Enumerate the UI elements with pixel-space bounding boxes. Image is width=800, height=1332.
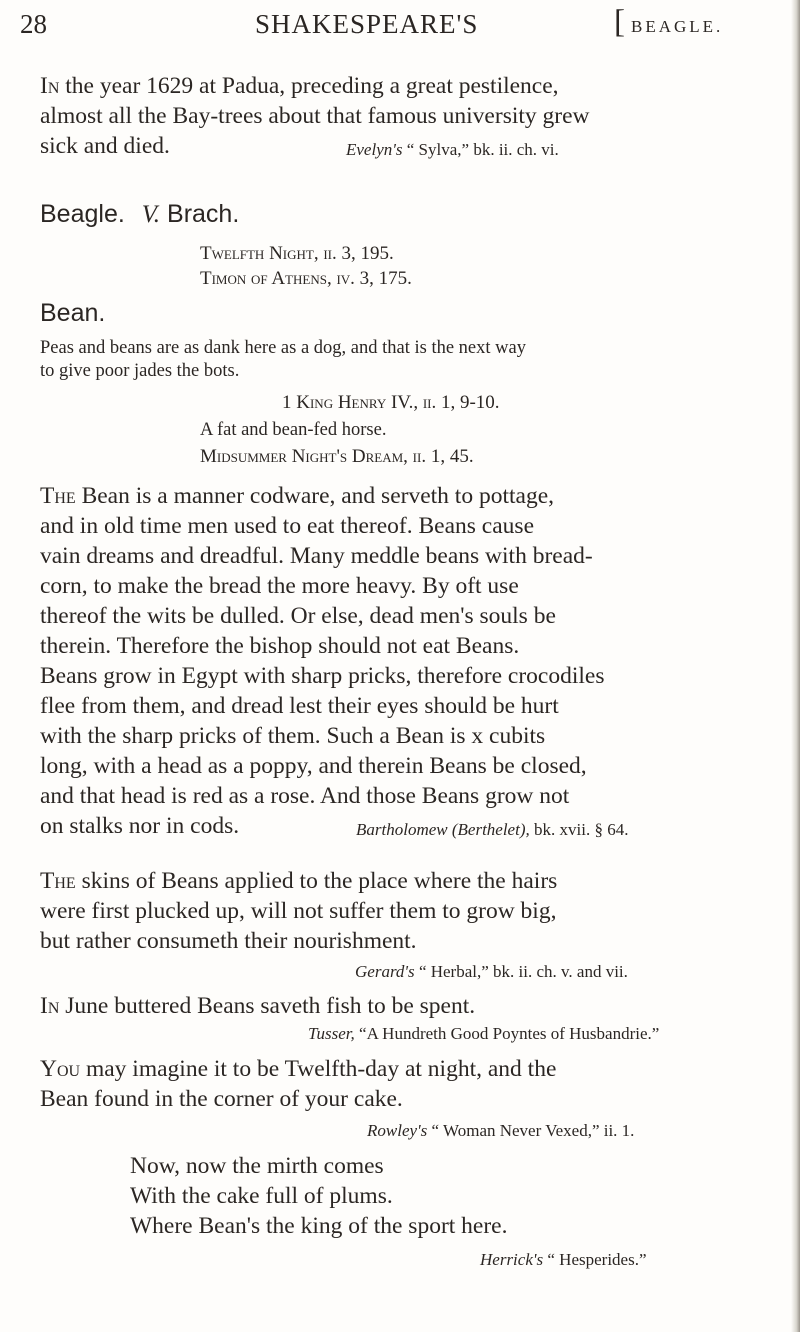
paragraph-line: therein. Therefore the bishop should not eat Beans. [40, 633, 520, 659]
running-title: SHAKESPEARE'S [255, 9, 479, 39]
entry-heading: Bean. [40, 299, 106, 327]
lead-word: In [40, 993, 60, 1019]
paragraph-line: thereof the wits be dulled. Or else, dead men's souls be [40, 603, 556, 629]
verse-line: Now, now the mirth comes [130, 1153, 384, 1179]
paragraph-line: were first plucked up, will not suffer them to grow big, [40, 898, 557, 924]
lead-word: You [40, 1056, 81, 1082]
paragraph-line: sick and died. [40, 133, 170, 159]
paragraph-line: You may imagine it to be Twelfth-day at night, and the [40, 1056, 557, 1082]
variant-label: V. [141, 201, 161, 228]
paragraph-line: but rather consumeth their nourishment. [40, 928, 417, 954]
lead-word: The [40, 868, 76, 894]
paragraph-line: with the sharp pricks of them. Such a Bean is x cubits [40, 723, 546, 749]
paragraph-line: corn, to make the bread the more heavy. By oft use [40, 573, 519, 599]
paragraph-line: vain dreams and dreadful. Many meddle beans with bread- [40, 543, 593, 569]
quote-line: to give poor jades the bots. [40, 361, 240, 381]
lead-word: The [40, 483, 76, 509]
paragraph-line: and in old time men used to eat thereof. Beans cause [40, 513, 534, 539]
citation: Evelyn's “ Sylva,” bk. ii. ch. vi. [346, 140, 559, 159]
paragraph-line: almost all the Bay-trees about that famous university grew [40, 103, 590, 129]
paragraph-line: In June buttered Beans saveth fish to be spent. [40, 993, 476, 1019]
header-bracket: [ [614, 4, 625, 40]
entry-heading: Beagle. V. Brach. [40, 200, 240, 228]
section-label: BEAGLE. [631, 17, 724, 36]
verse-line: Where Bean's the king of the sport here. [130, 1213, 508, 1239]
quote-line: A fat and bean-fed horse. [200, 420, 387, 440]
citation: Twelfth Night, ii. 3, 195. [200, 243, 394, 264]
quote-line: Peas and beans are as dank here as a dog, and that is the next way [40, 338, 526, 358]
citation: Rowley's “ Woman Never Vexed,” ii. 1. [367, 1121, 635, 1140]
paragraph-line: and that head is red as a rose. And those Beans grow not [40, 783, 570, 809]
paragraph-line: The Bean is a manner codware, and serveth to pottage, [40, 483, 554, 509]
paragraph-line: The skins of Beans applied to the place where the hairs [40, 868, 558, 894]
page-edge [791, 0, 800, 1332]
citation: Herrick's “ Hesperides.” [480, 1250, 647, 1269]
paragraph-line: on stalks nor in cods. [40, 813, 240, 839]
citation: 1 King Henry IV., ii. 1, 9-10. [282, 392, 500, 413]
paragraph-line: long, with a head as a poppy, and therein Beans be closed, [40, 753, 587, 779]
page-number: 28 [20, 9, 47, 39]
lead-word: In [40, 73, 60, 99]
paragraph-line: In the year 1629 at Padua, preceding a great pestilence, [40, 73, 559, 99]
citation: Gerard's “ Herbal,” bk. ii. ch. v. and vii. [355, 962, 628, 981]
citation: Timon of Athens, iv. 3, 175. [200, 268, 412, 289]
paragraph-line: Beans grow in Egypt with sharp pricks, therefore crocodiles [40, 663, 605, 689]
paragraph-line: Bean found in the corner of your cake. [40, 1086, 403, 1112]
citation: Bartholomew (Berthelet), bk. xvii. § 64. [356, 820, 629, 839]
verse-line: With the cake full of plums. [130, 1183, 393, 1209]
citation: Tusser, “A Hundreth Good Poyntes of Husbandrie.” [308, 1024, 660, 1043]
citation: Midsummer Night's Dream, ii. 1, 45. [200, 446, 474, 467]
paragraph-line: flee from them, and dread lest their eyes should be hurt [40, 693, 559, 719]
